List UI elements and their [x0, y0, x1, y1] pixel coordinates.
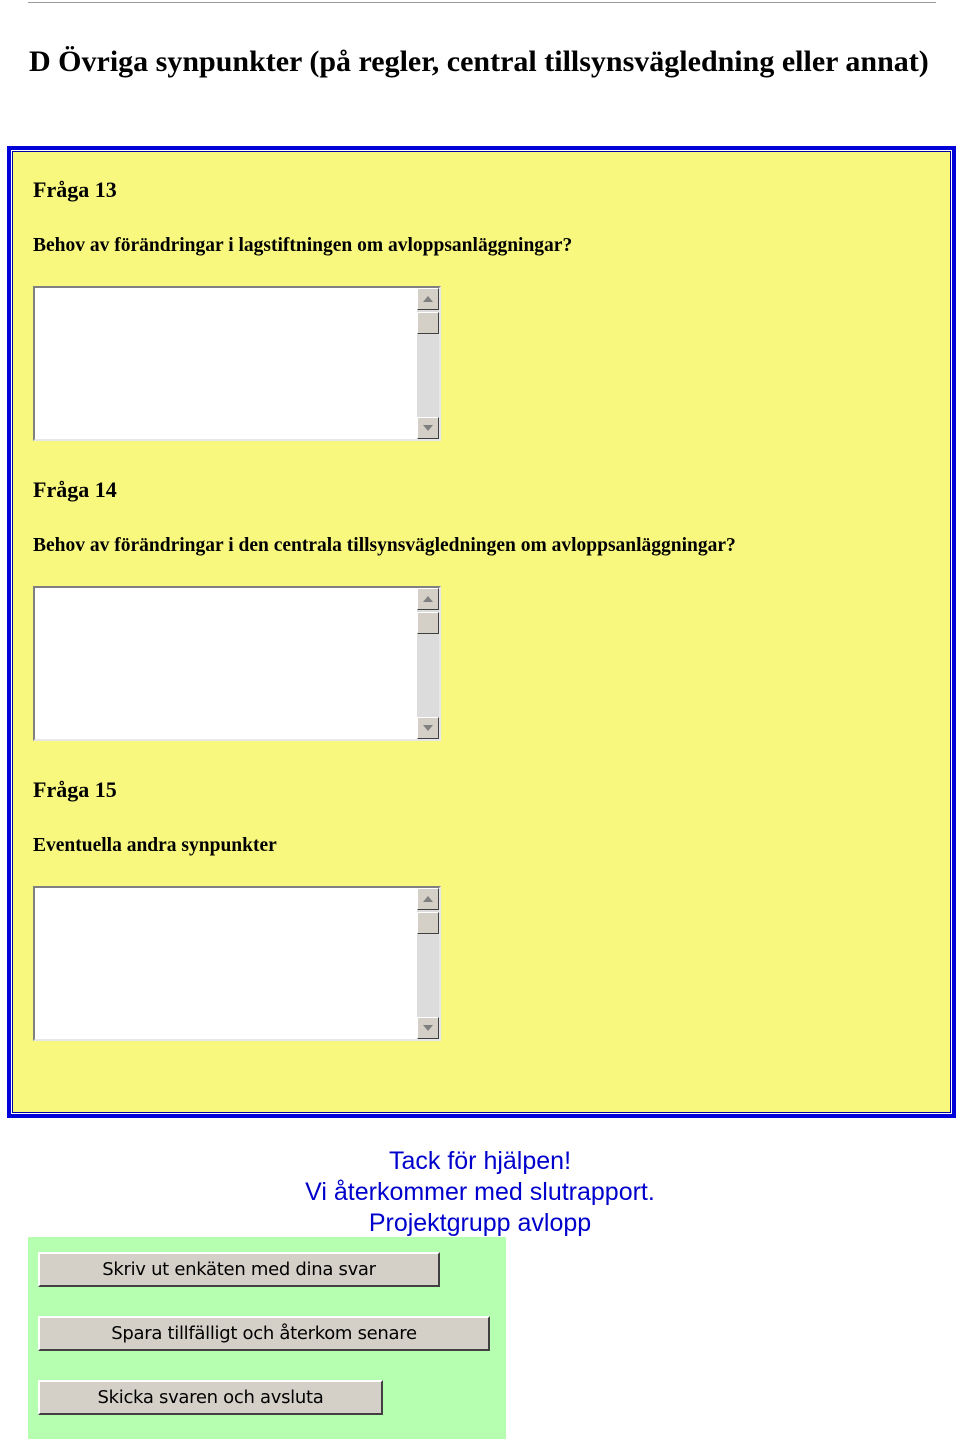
thank-you-message: [0, 1146, 960, 1239]
thanks-line-2: Vi återkommer med slutrapport.: [305, 1178, 655, 1206]
scroll-down-button[interactable]: [417, 417, 439, 439]
triangle-up-icon: [423, 296, 433, 302]
question-13-number: Fråga 13: [33, 177, 117, 202]
triangle-up-icon: [423, 896, 433, 902]
triangle-down-icon: [423, 725, 433, 731]
scroll-thumb[interactable]: [417, 312, 439, 334]
question-15-text: Eventuella andra synpunkter: [33, 835, 277, 856]
question-14-answer-input[interactable]: [35, 588, 417, 739]
thanks-line-1: Tack för hjälpen!: [388, 1147, 572, 1175]
scroll-thumb[interactable]: [417, 912, 439, 934]
question-15-answer-box: [33, 886, 441, 1041]
scroll-up-button[interactable]: [417, 588, 439, 610]
question-13-answer-box: [33, 286, 441, 441]
scroll-down-button[interactable]: [417, 1017, 439, 1039]
scroll-thumb[interactable]: [417, 612, 439, 634]
section-title: D Övriga synpunkter (på regler, central tillsynsvägledning eller annat): [29, 45, 929, 78]
action-button-area: [28, 1237, 506, 1439]
question-15-answer-input[interactable]: [35, 888, 417, 1039]
question-15-number: Fråga 15: [33, 777, 117, 802]
question-14-number: Fråga 14: [33, 477, 117, 502]
question-13-scrollbar[interactable]: [417, 288, 439, 439]
triangle-up-icon: [423, 596, 433, 602]
scroll-up-button[interactable]: [417, 888, 439, 910]
scroll-up-button[interactable]: [417, 288, 439, 310]
thanks-line-3: Projektgrupp avlopp: [368, 1209, 592, 1237]
questions-panel: [7, 146, 956, 1118]
question-14-answer-box: [33, 586, 441, 741]
question-14-scrollbar[interactable]: [417, 588, 439, 739]
scroll-down-button[interactable]: [417, 717, 439, 739]
triangle-down-icon: [423, 425, 433, 431]
question-13-answer-input[interactable]: [35, 288, 417, 439]
question-13-text: Behov av förändringar i lagstiftningen om avloppsanläggningar?: [33, 235, 573, 256]
question-14-text: Behov av förändringar i den centrala tillsynsvägledningen om avloppsanläggningar?: [33, 535, 736, 556]
print-survey-button[interactable]: Skriv ut enkäten med dina svar: [38, 1252, 440, 1287]
top-divider: [28, 2, 936, 3]
save-temporarily-button[interactable]: Spara tillfälligt och återkom senare: [38, 1316, 490, 1351]
submit-answers-button[interactable]: Skicka svaren och avsluta: [38, 1380, 383, 1415]
triangle-down-icon: [423, 1025, 433, 1031]
question-15-scrollbar[interactable]: [417, 888, 439, 1039]
